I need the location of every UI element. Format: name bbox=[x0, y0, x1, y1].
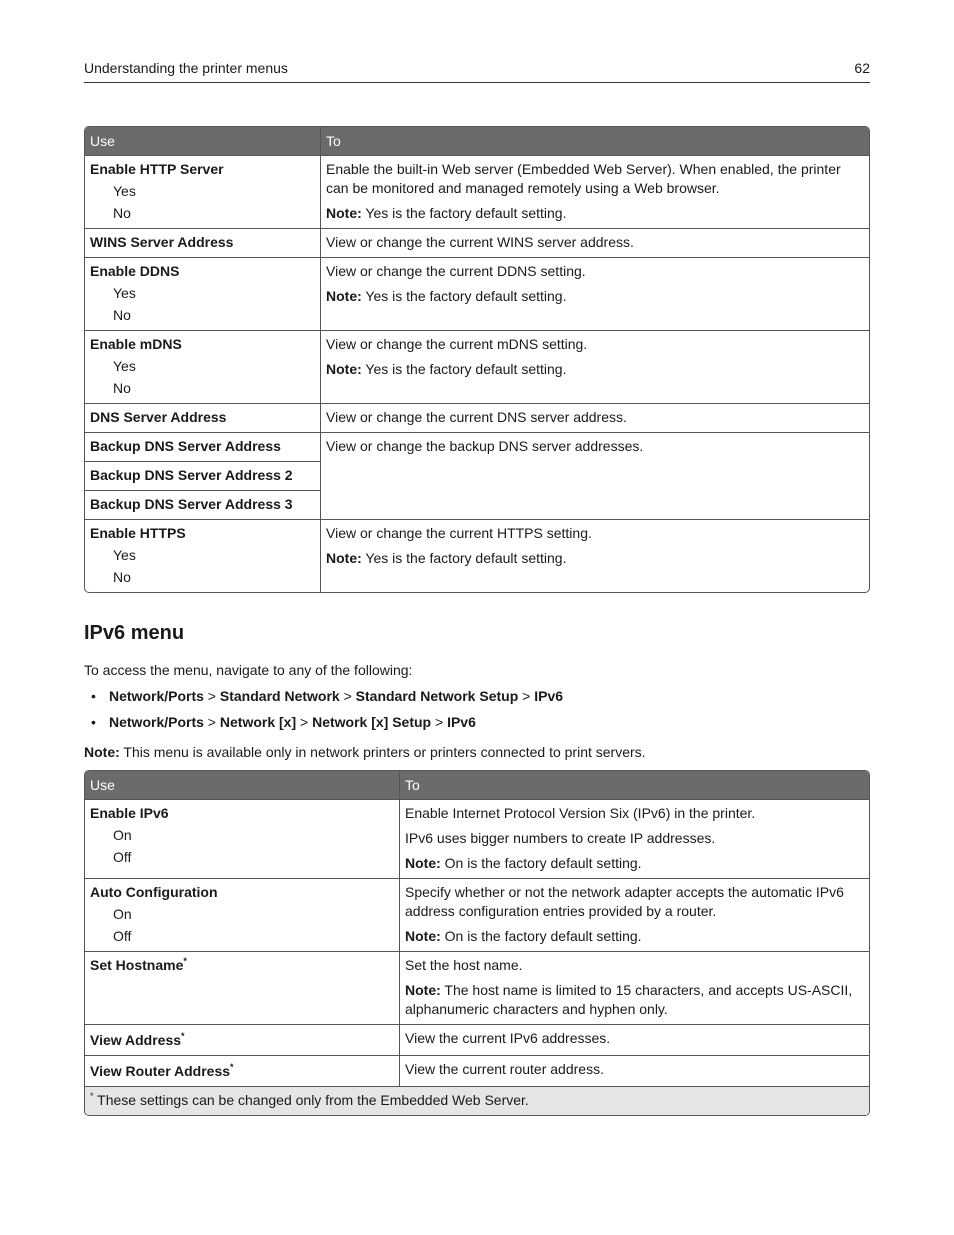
setting-value: Yes bbox=[113, 183, 136, 199]
setting-description: View the current router address. bbox=[405, 1061, 604, 1077]
path-step: IPv6 bbox=[447, 714, 476, 730]
setting-name: Backup DNS Server Address 2 bbox=[90, 467, 293, 483]
setting-name: Enable DDNS bbox=[90, 263, 180, 279]
table-row bbox=[85, 403, 869, 432]
table-row bbox=[85, 330, 869, 403]
path-step: Standard Network Setup bbox=[355, 688, 519, 704]
path-separator: > bbox=[518, 688, 535, 704]
page-header bbox=[84, 60, 870, 83]
section-note bbox=[84, 743, 646, 762]
note-label: Note: bbox=[326, 550, 362, 566]
note-label: Note: bbox=[405, 982, 441, 998]
setting-value: Yes bbox=[113, 358, 136, 374]
note-text: Yes is the factory default setting. bbox=[361, 205, 567, 221]
setting-note bbox=[405, 854, 864, 873]
setting-value: No bbox=[113, 205, 131, 221]
note-label: Note: bbox=[84, 744, 120, 760]
note-text: Yes is the factory default setting. bbox=[361, 288, 567, 304]
asterisk-mark: * bbox=[183, 956, 187, 966]
setting-description: View or change the current mDNS setting. bbox=[326, 336, 588, 352]
path-step: Network [x] bbox=[219, 714, 297, 730]
path-separator: > bbox=[296, 714, 313, 730]
table-row bbox=[85, 951, 869, 1024]
setting-description: View or change the current DNS server address. bbox=[326, 409, 627, 425]
page-header-title: Understanding the printer menus bbox=[84, 60, 288, 76]
table-footnote bbox=[85, 1086, 869, 1115]
setting-description: IPv6 uses bigger numbers to create IP addresses. bbox=[405, 830, 716, 846]
table-row bbox=[85, 878, 869, 951]
setting-description: View or change the current WINS server address. bbox=[326, 234, 634, 250]
setting-name: Backup DNS Server Address bbox=[90, 438, 281, 454]
navigation-path-list bbox=[84, 687, 563, 739]
footnote-mark: * bbox=[90, 1091, 94, 1101]
note-label: Note: bbox=[405, 855, 441, 871]
list-item bbox=[84, 687, 563, 713]
path-step: IPv6 bbox=[534, 688, 564, 704]
bullet-icon: • bbox=[91, 714, 96, 730]
setting-name-text: View Address bbox=[90, 1032, 182, 1048]
setting-note bbox=[326, 204, 864, 223]
footnote-text: These settings can be changed only from the Embedded Web Server. bbox=[93, 1092, 529, 1108]
table-row bbox=[85, 1024, 869, 1055]
column-header-to: To bbox=[399, 771, 869, 799]
setting-value: Off bbox=[113, 928, 132, 944]
page-number: 62 bbox=[854, 60, 870, 76]
setting-value: On bbox=[113, 827, 132, 843]
section-heading: IPv6 menu bbox=[84, 622, 185, 644]
note-text: Yes is the factory default setting. bbox=[361, 361, 567, 377]
path-step: Standard Network bbox=[219, 688, 340, 704]
column-header-use: Use bbox=[85, 127, 320, 155]
setting-description: View or change the current HTTPS setting. bbox=[326, 525, 592, 541]
table-row bbox=[85, 257, 869, 330]
table-row bbox=[85, 432, 869, 461]
note-text: On is the factory default setting. bbox=[440, 855, 642, 871]
setting-name-text: View Router Address bbox=[90, 1063, 231, 1079]
path-step: Network/Ports bbox=[109, 714, 204, 730]
note-text: On is the factory default setting. bbox=[440, 928, 642, 944]
list-item bbox=[84, 713, 563, 739]
note-text: This menu is available only in network printers or printers connected to print servers. bbox=[119, 744, 646, 760]
path-separator: > bbox=[431, 714, 448, 730]
column-header-to: To bbox=[320, 127, 869, 155]
path-separator: > bbox=[339, 688, 356, 704]
column-header-use: Use bbox=[85, 771, 399, 799]
setting-name bbox=[90, 956, 394, 975]
setting-value: No bbox=[113, 569, 131, 585]
setting-note bbox=[326, 360, 864, 379]
setting-value: On bbox=[113, 906, 132, 922]
table-row bbox=[85, 1055, 869, 1086]
setting-value: Yes bbox=[113, 285, 136, 301]
setting-name: Enable mDNS bbox=[90, 336, 182, 352]
note-label: Note: bbox=[326, 205, 362, 221]
settings-table-tcpip bbox=[84, 126, 870, 593]
setting-name bbox=[90, 1062, 394, 1081]
setting-description: Enable the built-in Web server (Embedded Web Server). When enabled, the printer can be monitored and managed remotely using a Web browser. bbox=[326, 161, 841, 196]
setting-name: Backup DNS Server Address 3 bbox=[90, 496, 293, 512]
note-label: Note: bbox=[326, 288, 362, 304]
note-text: Yes is the factory default setting. bbox=[361, 550, 567, 566]
setting-note bbox=[405, 981, 864, 1019]
setting-name: WINS Server Address bbox=[90, 234, 234, 250]
setting-name: Enable IPv6 bbox=[90, 805, 169, 821]
setting-description: View or change the backup DNS server addresses. bbox=[326, 438, 644, 454]
setting-value: Off bbox=[113, 849, 132, 865]
bullet-icon: • bbox=[91, 688, 96, 704]
setting-note bbox=[326, 287, 864, 306]
note-label: Note: bbox=[405, 928, 441, 944]
table-row bbox=[85, 155, 869, 228]
setting-name: Enable HTTPS bbox=[90, 525, 186, 541]
setting-name: Auto Configuration bbox=[90, 884, 218, 900]
setting-value: Yes bbox=[113, 547, 136, 563]
setting-description: Set the host name. bbox=[405, 957, 523, 973]
table-row bbox=[85, 799, 869, 878]
table-row bbox=[85, 228, 869, 257]
setting-name: DNS Server Address bbox=[90, 409, 227, 425]
asterisk-mark: * bbox=[181, 1031, 185, 1041]
setting-name bbox=[90, 1031, 394, 1050]
asterisk-mark: * bbox=[230, 1062, 234, 1072]
setting-value: No bbox=[113, 380, 131, 396]
table-footnote-row bbox=[85, 1086, 869, 1115]
setting-value: No bbox=[113, 307, 131, 323]
path-step: Network [x] Setup bbox=[312, 714, 432, 730]
path-step: Network/Ports bbox=[109, 688, 204, 704]
path-separator: > bbox=[203, 714, 220, 730]
settings-table-ipv6 bbox=[84, 770, 870, 1116]
setting-note bbox=[326, 549, 864, 568]
note-label: Note: bbox=[326, 361, 362, 377]
note-text: The host name is limited to 15 characters, and accepts US-ASCII, alphanumeric characters and hyphen only. bbox=[405, 982, 853, 1017]
section-intro: To access the menu, navigate to any of the following: bbox=[84, 662, 413, 678]
setting-name: Enable HTTP Server bbox=[90, 161, 224, 177]
table-row bbox=[85, 519, 869, 592]
setting-description: View or change the current DDNS setting. bbox=[326, 263, 586, 279]
setting-description: View the current IPv6 addresses. bbox=[405, 1030, 611, 1046]
path-separator: > bbox=[203, 688, 220, 704]
setting-name-text: Set Hostname bbox=[90, 957, 184, 973]
setting-description: Enable Internet Protocol Version Six (IPv6) in the printer. bbox=[405, 805, 756, 821]
setting-note bbox=[405, 927, 864, 946]
setting-description: Specify whether or not the network adapter accepts the automatic IPv6 address configuration entries provided by a router. bbox=[405, 884, 844, 919]
